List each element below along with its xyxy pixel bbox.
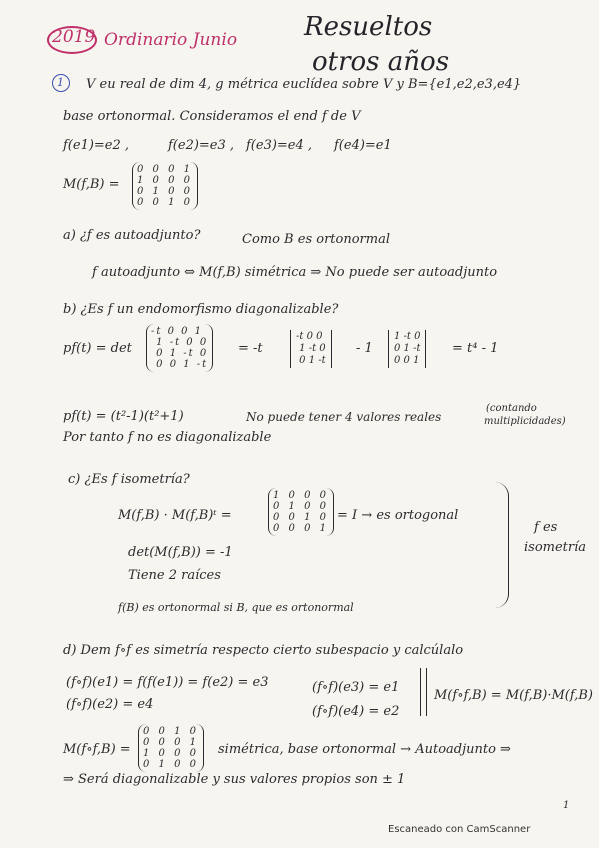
part-a-note: Como B es ortonormal xyxy=(242,232,390,247)
matrix-f-row: 0 0 1 0 xyxy=(137,197,193,208)
brace-conclusion-2: isometría xyxy=(524,540,587,555)
eigen-reason: No puede tener 4 valores reales xyxy=(246,410,442,424)
char-matrix-row: -t 0 0 1 xyxy=(151,326,204,337)
ff-matrix-row: 0 0 1 0 xyxy=(143,726,199,737)
minor-1 xyxy=(290,330,332,368)
char-matrix-row: 1 -t 0 0 xyxy=(151,337,209,348)
matrix-f xyxy=(132,162,198,210)
composition-matrix-eq: M(f∘f,B) = M(f,B)·M(f,B) xyxy=(434,688,593,703)
part-a-answer: f autoadjunto ⇔ M(f,B) simétrica ⇒ No puede ser autoadjunto xyxy=(92,265,498,280)
minus-one: - 1 xyxy=(356,341,373,356)
product-label: M(f,B) · M(f,B)ᵗ = xyxy=(118,508,232,523)
identity-row: 0 1 0 0 xyxy=(273,501,329,512)
identity-row: 1 0 0 0 xyxy=(273,490,329,501)
part-a-question: a) ¿f es autoadjunto? xyxy=(63,228,201,243)
matrix-label: M(f,B) = xyxy=(63,177,120,192)
minor-2-row: 0 1 -t xyxy=(394,343,421,354)
part-d-conclusion: ⇒ Será diagonalizable y sus valores propios son ± 1 xyxy=(63,772,406,787)
composition-e4: (f∘f)(e4) = e2 xyxy=(312,704,400,719)
matrix-f-row: 0 1 0 0 xyxy=(137,186,193,197)
minor-2 xyxy=(388,330,426,368)
minor-2-row: 0 0 1 xyxy=(394,355,420,366)
problem-number: 1 xyxy=(57,76,64,89)
part-b-conclusion: Por tanto f no es diagonalizable xyxy=(63,430,272,445)
identity-result: = I → es ortogonal xyxy=(337,508,459,523)
divider-line xyxy=(420,668,421,716)
image-e1: f(e1)=e2 , xyxy=(63,138,130,153)
title-line-2: otros años xyxy=(312,47,450,77)
bracket-note-2: multiplicidades) xyxy=(484,416,566,427)
page-number: 1 xyxy=(563,800,570,811)
right-brace xyxy=(494,482,509,608)
image-e4: f(e4)=e1 xyxy=(334,138,392,153)
identity-matrix xyxy=(268,488,334,536)
part-b-question: b) ¿Es f un endomorfismo diagonalizable? xyxy=(63,302,339,317)
part-d-question: d) Dem f∘f es simetría respecto cierto subespacio y calcúlalo xyxy=(63,643,464,658)
image-e2: f(e2)=e3 , xyxy=(168,138,235,153)
year: 2019 xyxy=(52,27,96,47)
image-e3: f(e3)=e4 , xyxy=(246,138,313,153)
matrix-f-row: 1 0 0 0 xyxy=(137,175,193,186)
char-matrix xyxy=(146,324,213,372)
char-matrix-row: 0 1 -t 0 xyxy=(151,348,209,359)
composition-e1: (f∘f)(e1) = f(f(e1)) = f(e2) = e3 xyxy=(66,675,269,690)
ff-matrix-row: 1 0 0 0 xyxy=(143,748,199,759)
minor-1-row: -t 0 0 xyxy=(296,331,323,342)
bracket-note-1: (contando xyxy=(486,403,537,414)
equals-minus-t: = -t xyxy=(238,341,263,356)
statement-line-1: V eu real de dim 4, g métrica euclídea sobre V y B={e1,e2,e3,e4} xyxy=(86,77,522,92)
composition-e2: (f∘f)(e2) = e4 xyxy=(66,697,154,712)
brace-conclusion-1: f es xyxy=(534,520,558,535)
statement-line-2: base ortonormal. Consideramos el end f de V xyxy=(63,109,361,124)
minor-2-row: 1 -t 0 xyxy=(394,331,421,342)
basis-note: f(B) es ortonormal si B, que es ortonormal xyxy=(118,601,354,614)
ff-matrix xyxy=(138,724,204,772)
ff-matrix-row: 0 1 0 0 xyxy=(143,759,199,770)
matrix-f-row: 0 0 0 1 xyxy=(137,164,193,175)
roots: Tiene 2 raíces xyxy=(128,568,221,583)
char-poly-label: pf(t) = det xyxy=(63,341,132,356)
minor-1-row: 1 -t 0 xyxy=(296,343,326,354)
determinant: det(M(f,B)) = -1 xyxy=(128,545,233,560)
char-poly-factored: pf(t) = (t²-1)(t²+1) xyxy=(63,409,184,424)
divider-line xyxy=(426,668,427,716)
minor-1-row: 0 1 -t xyxy=(296,355,326,366)
ff-matrix-row: 0 0 0 1 xyxy=(143,737,199,748)
part-c-question: c) ¿Es f isometría? xyxy=(68,472,190,487)
ff-matrix-label: M(f∘f,B) = xyxy=(63,742,131,757)
char-poly-result: = t⁴ - 1 xyxy=(452,341,499,356)
exam-session: Ordinario Junio xyxy=(104,30,238,50)
identity-row: 0 0 0 1 xyxy=(273,523,329,534)
ff-properties: simétrica, base ortonormal → Autoadjunto ⇒ xyxy=(218,742,511,757)
title-line-1: Resueltos xyxy=(304,12,433,42)
composition-e3: (f∘f)(e3) = e1 xyxy=(312,680,400,695)
identity-row: 0 0 1 0 xyxy=(273,512,329,523)
char-matrix-row: 0 0 1 -t xyxy=(151,359,209,370)
scanner-footer: Escaneado con CamScanner xyxy=(388,824,531,835)
